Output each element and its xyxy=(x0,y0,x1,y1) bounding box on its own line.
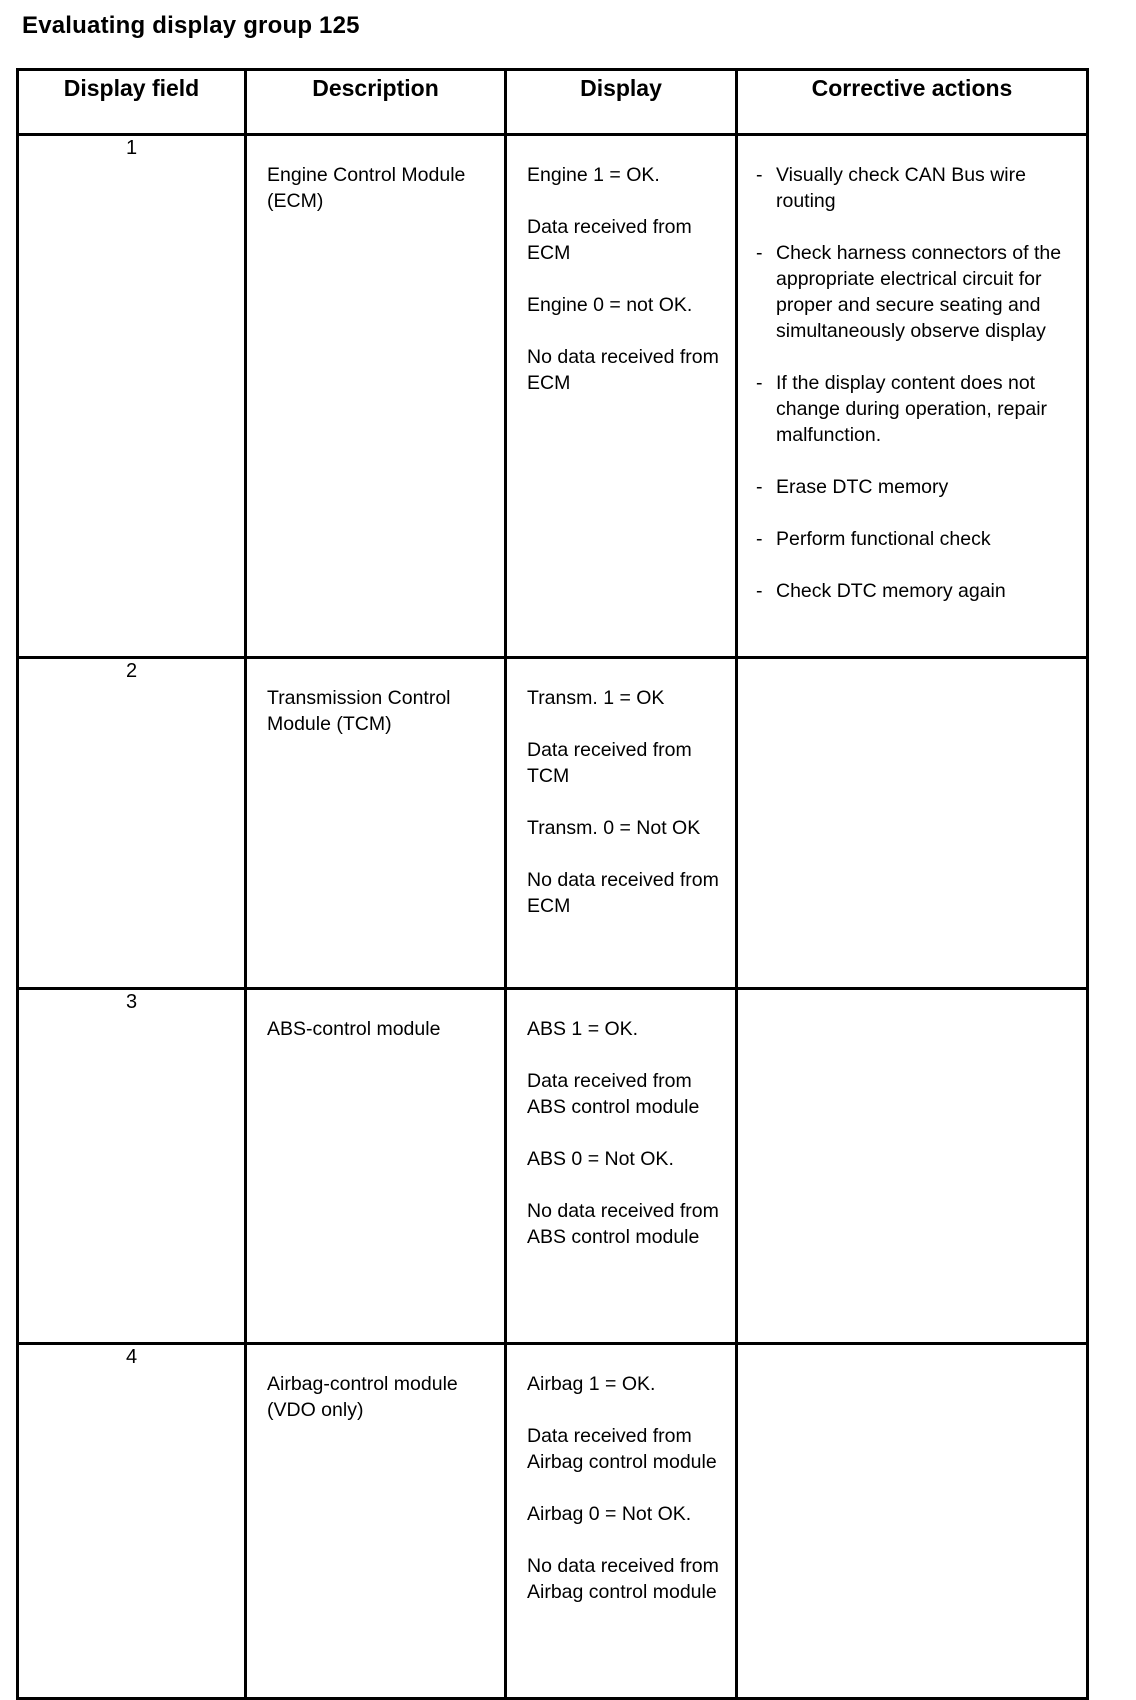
display-status-ok-note: Data received from ECM xyxy=(527,216,692,264)
display-cell xyxy=(506,1344,737,1699)
corrective-actions-empty-cell xyxy=(737,658,1088,989)
display-status-ok: Engine 1 = OK. xyxy=(527,164,660,186)
display-status-not-ok-note: No data received from ECM xyxy=(527,869,719,917)
list-item xyxy=(756,240,1074,344)
display-cell xyxy=(506,989,737,1344)
description-cell: ABS-control module xyxy=(246,989,506,1344)
description-cell: Transmission Control Module (TCM) xyxy=(246,658,506,989)
display-field-cell: 2 xyxy=(18,658,246,989)
list-item xyxy=(756,526,1074,552)
dash-bullet: - xyxy=(756,580,763,602)
display-status-not-ok-note: No data received from ABS control module xyxy=(527,1200,719,1248)
display-status-not-ok: Engine 0 = not OK. xyxy=(527,294,693,316)
dash-bullet: - xyxy=(756,528,763,550)
action-text: If the display content does not change during operation, repair malfunction. xyxy=(776,372,1048,446)
list-item xyxy=(756,162,1074,214)
display-cell xyxy=(506,135,737,658)
table-row xyxy=(18,658,1088,989)
description-cell: Airbag-control module (VDO only) xyxy=(246,1344,506,1699)
action-text: Check DTC memory again xyxy=(776,580,1006,602)
header-corrective-actions: Corrective actions xyxy=(737,70,1088,135)
display-group-table xyxy=(16,68,1089,1700)
dash-bullet: - xyxy=(756,476,763,498)
dash-bullet: - xyxy=(756,164,763,186)
display-field-cell: 1 xyxy=(18,135,246,658)
list-item xyxy=(756,370,1074,448)
table-header-row xyxy=(18,70,1088,135)
table-row xyxy=(18,135,1088,658)
action-text: Erase DTC memory xyxy=(776,476,949,498)
display-status-not-ok: Airbag 0 = Not OK. xyxy=(527,1503,692,1525)
display-field-cell: 4 xyxy=(18,1344,246,1699)
dash-bullet: - xyxy=(756,242,763,264)
display-status-ok-note: Data received from TCM xyxy=(527,739,692,787)
display-status-ok-note: Data received from ABS control module xyxy=(527,1070,700,1118)
list-item xyxy=(756,578,1074,604)
action-text: Perform functional check xyxy=(776,528,991,550)
action-text: Check harness connectors of the appropriate electrical circuit for proper and secure seating and simultaneously observe display xyxy=(776,242,1062,342)
list-item xyxy=(756,474,1074,500)
header-display-field: Display field xyxy=(18,70,246,135)
action-text: Visually check CAN Bus wire routing xyxy=(776,164,1026,212)
display-status-not-ok-note: No data received from ECM xyxy=(527,346,719,394)
display-status-not-ok: Transm. 0 = Not OK xyxy=(527,817,701,839)
corrective-actions-empty-cell xyxy=(737,989,1088,1344)
display-status-ok-note: Data received from Airbag control module xyxy=(527,1425,717,1473)
corrective-actions-cell xyxy=(737,135,1088,658)
page-title: Evaluating display group 125 xyxy=(22,12,360,39)
display-status-ok: ABS 1 = OK. xyxy=(527,1018,639,1040)
display-status-not-ok-note: No data received from Airbag control module xyxy=(527,1555,719,1603)
display-field-cell: 3 xyxy=(18,989,246,1344)
display-status-ok: Airbag 1 = OK. xyxy=(527,1373,656,1395)
display-cell xyxy=(506,658,737,989)
header-description: Description xyxy=(246,70,506,135)
corrective-actions-list xyxy=(756,162,1074,604)
table-row xyxy=(18,1344,1088,1699)
display-status-ok: Transm. 1 = OK xyxy=(527,687,665,709)
description-cell: Engine Control Module (ECM) xyxy=(246,135,506,658)
dash-bullet: - xyxy=(756,372,763,394)
display-status-not-ok: ABS 0 = Not OK. xyxy=(527,1148,674,1170)
table-row xyxy=(18,989,1088,1344)
header-display: Display xyxy=(506,70,737,135)
corrective-actions-empty-cell xyxy=(737,1344,1088,1699)
